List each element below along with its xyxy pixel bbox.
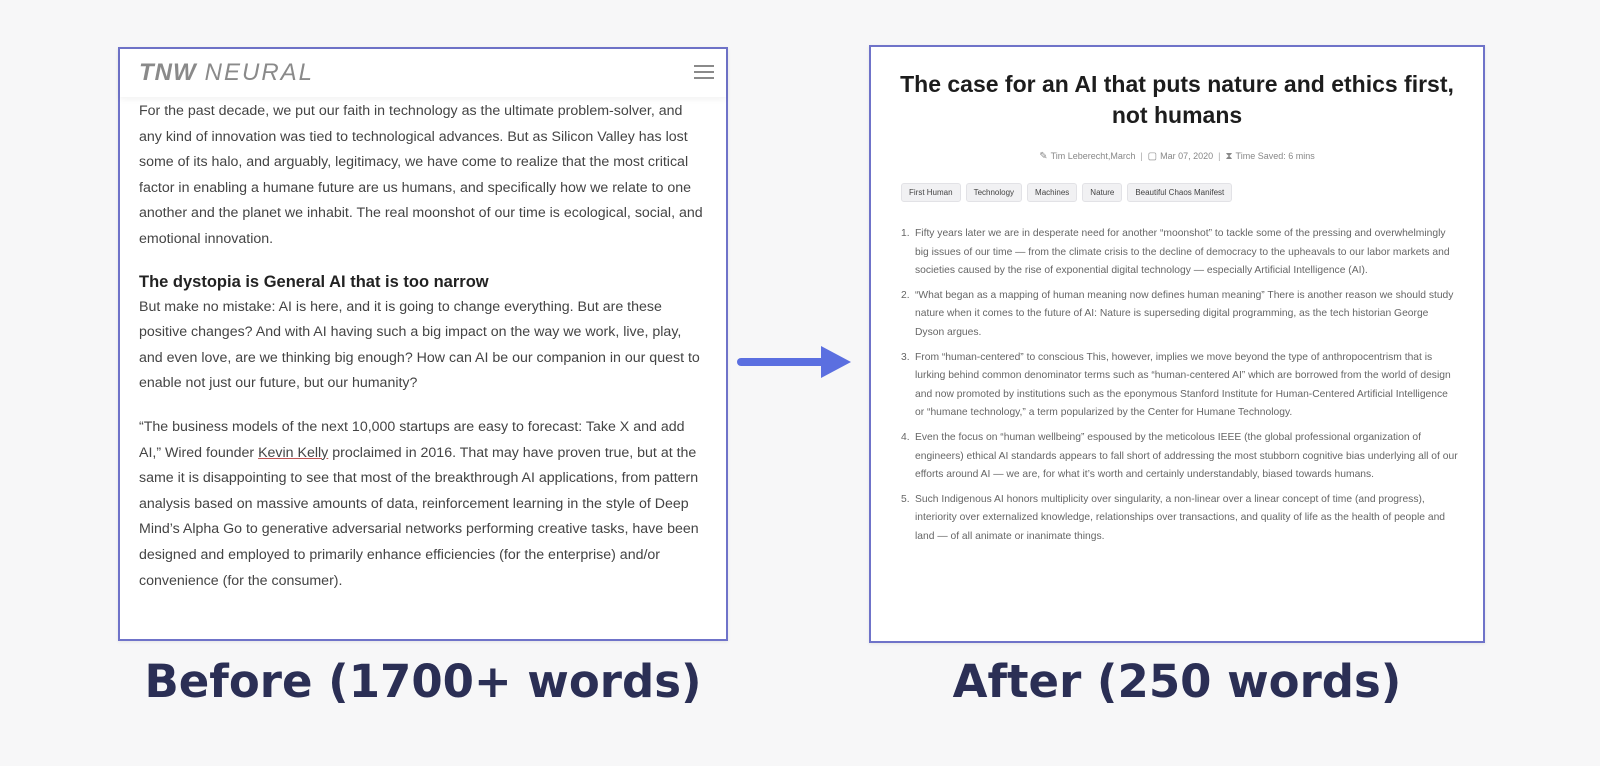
- before-caption: Before (1700+ words): [144, 655, 702, 708]
- right-arrow-icon: [735, 344, 855, 380]
- summary-point: [901, 349, 1459, 423]
- article-paragraph: For the past decade, we put our faith in technology as the ultimate problem-solver, and any kind of innovation was tied to technological advances. But as Silicon Valley has lost some of its halo, and arguably, legitimacy, we have come to realize that the most critical factor in enabling a humane future are us humans, and specifically how we relate to one another and the planet we inhabit. The real moonshot of our time is ecological, social, and emotional innovation.: [139, 103, 703, 247]
- article-meta: [871, 151, 1483, 162]
- summary-point: [901, 491, 1459, 547]
- after-summary-panel: [869, 45, 1485, 643]
- section-heading: The dystopia is General AI that is too narrow: [139, 272, 489, 291]
- summary-point: [901, 225, 1459, 281]
- hamburger-menu-icon[interactable]: [694, 65, 714, 79]
- point-text: “What began as a mapping of human meaning now defines human meaning” There is another reason we should study nature when it comes to the future of AI: Nature is superseding digital programming, as the tech historian George Dyson argues.: [915, 289, 1454, 338]
- point-number: 2.: [901, 289, 910, 301]
- after-caption: After (250 words): [952, 655, 1402, 708]
- logo-prefix: TNW: [139, 59, 197, 86]
- point-number: 3.: [901, 351, 910, 363]
- point-number: 1.: [901, 228, 910, 239]
- hourglass-icon: ⧗: [1225, 151, 1233, 162]
- summary-title: The case for an AI that puts nature and ethics first, not humans: [900, 71, 1454, 128]
- tag-list: [901, 183, 1232, 202]
- divider: |: [1140, 151, 1143, 161]
- pen-icon: ✎: [1039, 151, 1048, 162]
- logo-name: NEURAL: [204, 59, 315, 86]
- summary-point: [901, 429, 1459, 485]
- point-text: Even the focus on “human wellbeing” espoused by the meticolous IEEE (the global professional organization of engineers) ethical AI standards appears to fall short of addressing the most stubborn cognitive bias underlying all of our efforts around AI — we are, for what it’s worth and certainly understandably, biased towards humans.: [915, 431, 1458, 481]
- kevin-kelly-link[interactable]: Kevin Kelly: [258, 444, 329, 461]
- author-name[interactable]: Tim Leberecht,March: [1050, 151, 1136, 161]
- tnw-neural-logo[interactable]: [139, 59, 314, 87]
- point-text: From “human-centered” to conscious This, however, implies we move beyond the type of anthropocentrism that is lurking behind common denominator terms such as “human-centered AI” which are borrowed from the world of design and now promoted by institutions such as the eponymous Stanford Institute for Human-Centered Artificial Intelligence or “humane technology,” a term popularized by the Center for Humane Technology.: [915, 351, 1451, 419]
- article-paragraph: But make no mistake: AI is here, and it is going to change everything. But are these positive changes? And with AI having such a big impact on the way we work, live, play, and even love, are we thinking big enough? How can AI be our companion in our quest to enable not just our future, but our humanity?: [139, 298, 700, 392]
- article-body: [139, 99, 705, 594]
- summary-points-list: [901, 225, 1459, 553]
- before-article-panel: [118, 47, 728, 641]
- paragraph-text: proclaimed in 2016. That may have proven true, but at the same it is disappointing to see that most of the breakthrough AI applications, from pattern analysis based on massive amounts of data, reinforcement learning in the style of Deep Mind’s Alpha Go to generative adversarial networks performing creative tasks, have been designed and employed to primarily enhance efficiencies (for the enterprise) and/or convenience (for the consumer).: [139, 444, 699, 589]
- publish-date: Mar 07, 2020: [1160, 151, 1214, 161]
- site-header: [120, 49, 726, 97]
- article-paragraph: [139, 415, 705, 594]
- summary-point: [901, 287, 1459, 343]
- tag-chip[interactable]: Beautiful Chaos Manifest: [1127, 183, 1232, 202]
- point-number: 4.: [901, 431, 910, 443]
- time-saved: Time Saved: 6 mins: [1235, 151, 1315, 161]
- tag-chip[interactable]: Nature: [1082, 183, 1122, 202]
- point-number: 5.: [901, 493, 910, 505]
- tag-chip[interactable]: Technology: [966, 183, 1022, 202]
- point-text: Fifty years later we are in desperate need for another “moonshot” to tackle some of the pressing and overwhelmingly big issues of our time — from the climate crisis to the decline of democracy to the upheavals to our labor markets and societies caused by the rise of exponential digital technology — especially Artificial Intelligence (AI).: [915, 228, 1450, 277]
- tag-chip[interactable]: Machines: [1027, 183, 1077, 202]
- tag-chip[interactable]: First Human: [901, 183, 961, 202]
- point-text: Such Indigenous AI honors multiplicity over singularity, a non-linear over a linear concept of time (and progress), interiority over externalized knowledge, relationships over transactions, and quality of life as the health of people and land — of all animate or inanimate things.: [915, 493, 1446, 542]
- calendar-icon: ▢: [1147, 151, 1158, 162]
- divider: |: [1218, 151, 1221, 161]
- paragraph-text: “The business models of the next 10,000 startups are easy to forecast: Take X and add AI,” Wired founder: [139, 418, 685, 461]
